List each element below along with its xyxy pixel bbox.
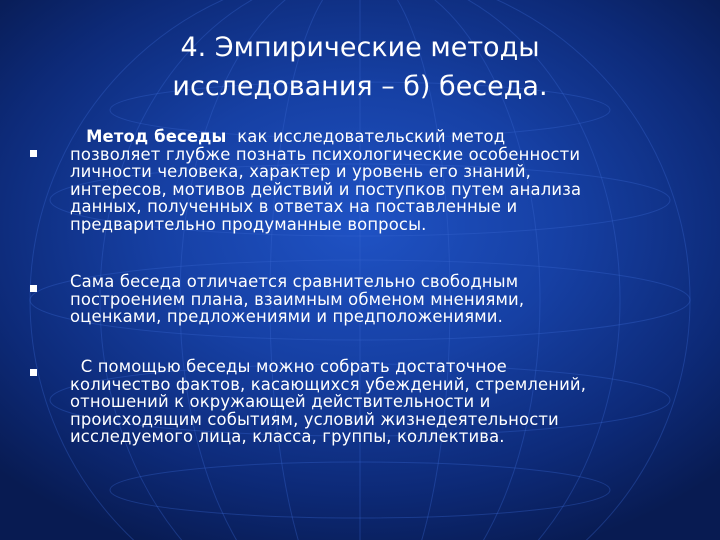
paragraph-facts <box>70 358 710 446</box>
paragraph-line: Сама беседа отличается сравнительно свободным <box>70 272 519 291</box>
bold-term: Метод беседы <box>86 127 227 146</box>
paragraph-conversation <box>70 273 710 326</box>
paragraph-line: предварительно продуманные вопросы. <box>70 214 427 234</box>
paragraph-line: интересов, мотивов действий и поступков путем анализа <box>70 179 582 199</box>
paragraph-line: отношений к окружающей действительности и <box>70 392 491 411</box>
paragraph-line: личности человека, характер и уровень его знаний, <box>70 162 532 181</box>
paragraph-line: данных, полученных в ответах на поставленные и <box>70 197 518 216</box>
paragraph-line: исследуемого лица, класса, группы, коллектива. <box>70 427 505 446</box>
paragraph-method <box>70 128 710 233</box>
paragraph-line: количество фактов, касающихся убеждений, стремлений, <box>70 374 587 394</box>
bullet-square-icon <box>30 150 37 157</box>
title-line: исследования – б) беседа. <box>172 71 548 102</box>
slide-title <box>60 28 660 106</box>
bullet-square-icon <box>30 285 37 292</box>
paragraph-line: построением плана, взаимным обменом мнениями, <box>70 289 525 309</box>
paragraph-line: Метод беседы как исследовательский метод <box>86 127 506 146</box>
paragraph-line: позволяет глубже познать психологические особенности <box>70 144 581 164</box>
bullet-square-icon <box>30 369 37 376</box>
paragraph-line: происходящим событиям, условий жизнедеятельности <box>70 409 559 429</box>
paragraph-line: оценками, предложениями и предположениями. <box>70 307 503 326</box>
paragraph-line: С помощью беседы можно собрать достаточное <box>80 357 507 376</box>
title-line: 4. Эмпирические методы <box>180 32 540 63</box>
